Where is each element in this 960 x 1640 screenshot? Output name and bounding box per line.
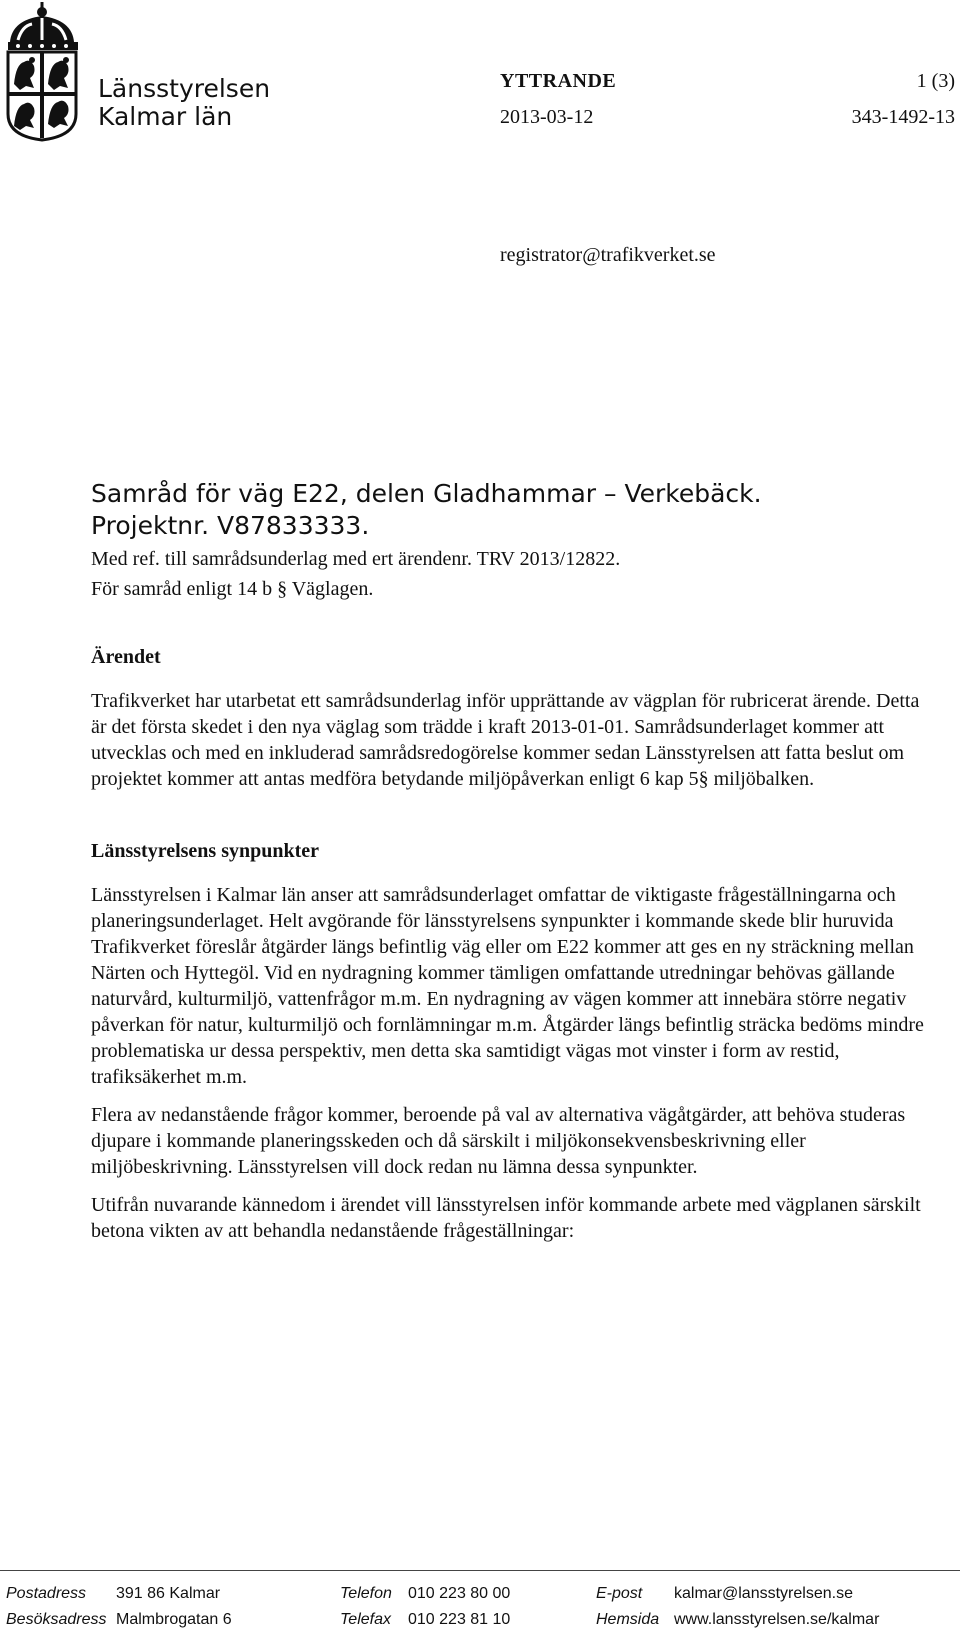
footer-row [6, 1611, 956, 1637]
document-meta [500, 70, 955, 142]
footer-label: Hemsida [596, 1611, 660, 1628]
reference-block [91, 546, 931, 606]
org-name-line1: Länsstyrelsen [98, 74, 271, 103]
paragraph: Trafikverket har utarbetat ett samrådsunderlag inför upprättande av vägplan för rubricerat ärende. Detta är det första skedet i den nya väglag som trädde i kraft 2013-01-01. Samrådsunderlaget kommer att utvecklas och med en inkluderad samrådsredogörelse kommer sedan Länsstyrelsen att fatta beslut om projektet kommer att antas medföra betydande miljöpåverkan enligt 6 kap 5§ miljöbalken. [91, 690, 920, 790]
org-name-line2: Kalmar län [98, 102, 233, 131]
document-date: 2013-03-12 [500, 106, 594, 128]
section-heading: Länsstyrelsens synpunkter [91, 840, 320, 862]
recipient-address: registrator@trafikverket.se [500, 244, 716, 266]
reference-line: För samråd enligt 14 b § Väglagen. [91, 578, 374, 600]
footer-value: 391 86 Kalmar [116, 1585, 221, 1602]
title-line: Samråd för väg E22, delen Gladhammar – Verkebäck. [91, 479, 762, 508]
section-heading: Ärendet [91, 646, 161, 668]
case-number: 343-1492-13 [851, 106, 955, 128]
paragraph: Utifrån nuvarande kännedom i ärendet vill länsstyrelsen inför kommande arbete med vägplanen särskilt betona vikten av att behandla nedanstående frågeställningar: [91, 1194, 921, 1242]
footer-row [6, 1585, 956, 1611]
footer-label: Besöksadress [6, 1611, 107, 1628]
footer-label: Telefax [340, 1611, 391, 1628]
page-footer [6, 1585, 956, 1637]
footer-value: Malmbrogatan 6 [116, 1611, 232, 1628]
footer-label: E-post [596, 1585, 643, 1602]
footer-value: 010 223 80 00 [408, 1585, 511, 1602]
document-title [91, 478, 931, 542]
logo [4, 2, 271, 144]
page-number: 1 (3) [916, 70, 955, 92]
footer-value: www.lansstyrelsen.se/kalmar [674, 1611, 880, 1628]
reference-line: Med ref. till samrådsunderlag med ert ärendenr. TRV 2013/12822. [91, 548, 621, 570]
footer-label: Telefon [340, 1585, 392, 1602]
document-type: YTTRANDE [500, 70, 617, 92]
title-line: Projektnr. V87833333. [91, 511, 370, 540]
org-name [98, 75, 270, 131]
document-body [91, 478, 931, 1244]
footer-divider [0, 1570, 960, 1571]
paragraph: Länsstyrelsen i Kalmar län anser att samrådsunderlaget omfattar de viktigaste frågeställningarna och planeringsunderlaget. Helt avgörande för länsstyrelsens synpunkter i kommande skede blir huruvida Trafikverket föreslår åtgärder längs befintlig väg eller om E22 kommer att ges en ny sträckning mellan Närten och Hyttegöl. Vid en nydragning kommer tämligen omfattande utredningar behövas gällande naturvård, kulturmiljö, vattenfrågor m.m. En nydragning av vägen kommer att innebära större negativ påverkan för natur, kulturmiljö och fornlämningar m.m. Åtgärder längs befintlig sträcka bedöms mindre problematiska ur dessa perspektiv, men detta ska samtidigt vägas mot vinster i form av restid, trafiksäkerhet m.m. [91, 884, 924, 1088]
footer-value: 010 223 81 10 [408, 1611, 511, 1628]
footer-label: Postadress [6, 1585, 87, 1602]
paragraph: Flera av nedanstående frågor kommer, beroende på val av alternativa vägåtgärder, att behöva studeras djupare i kommande planeringsskeden och då särskilt i miljökonsekvensbeskrivning eller miljöbeskrivning. Länsstyrelsen vill dock redan nu lämna dessa synpunkter. [91, 1104, 906, 1178]
footer-value: kalmar@lansstyrelsen.se [674, 1585, 853, 1602]
coat-of-arms-icon [4, 2, 88, 142]
